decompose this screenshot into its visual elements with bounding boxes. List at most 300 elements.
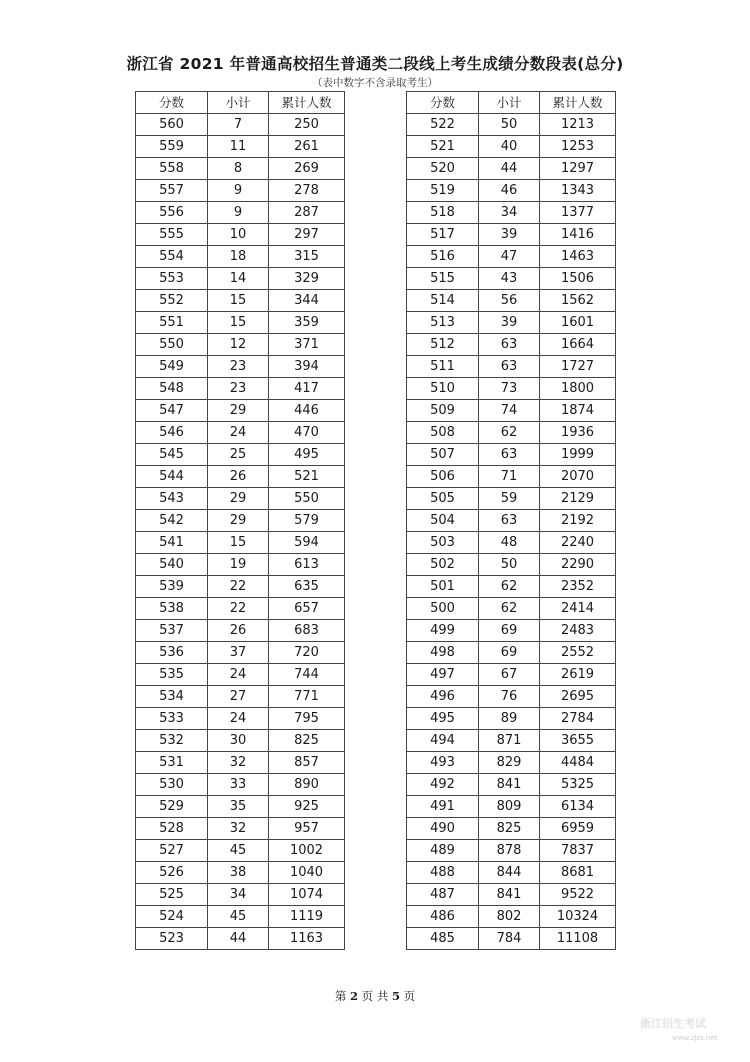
table-row (136, 158, 345, 180)
cell-score: 541 (136, 532, 208, 554)
cell-cumulative: 1074 (269, 884, 345, 906)
cell-score: 489 (407, 840, 479, 862)
cell-subtotal: 33 (208, 774, 269, 796)
cell-cumulative: 417 (269, 378, 345, 400)
cell-subtotal: 69 (479, 620, 540, 642)
cell-score: 507 (407, 444, 479, 466)
table-row (136, 532, 345, 554)
cell-subtotal: 12 (208, 334, 269, 356)
cell-cumulative: 2552 (540, 642, 616, 664)
cell-subtotal: 23 (208, 356, 269, 378)
cell-cumulative: 1343 (540, 180, 616, 202)
table-row (407, 334, 616, 356)
cell-cumulative: 1727 (540, 356, 616, 378)
cell-subtotal: 19 (208, 554, 269, 576)
cell-score: 554 (136, 246, 208, 268)
table-row (407, 862, 616, 884)
table-row (407, 686, 616, 708)
cell-score: 552 (136, 290, 208, 312)
cell-cumulative: 329 (269, 268, 345, 290)
cell-score: 525 (136, 884, 208, 906)
table-row (136, 378, 345, 400)
table-row (136, 620, 345, 642)
cell-score: 500 (407, 598, 479, 620)
cell-subtotal: 14 (208, 268, 269, 290)
cell-subtotal: 45 (208, 906, 269, 928)
table-row (136, 796, 345, 818)
table-row (136, 356, 345, 378)
cell-subtotal: 63 (479, 356, 540, 378)
table-row (407, 224, 616, 246)
cell-score: 555 (136, 224, 208, 246)
table-row (136, 510, 345, 532)
cell-cumulative: 890 (269, 774, 345, 796)
cell-subtotal: 871 (479, 730, 540, 752)
cell-score: 524 (136, 906, 208, 928)
cell-cumulative: 744 (269, 664, 345, 686)
cell-subtotal: 9 (208, 202, 269, 224)
cell-subtotal: 50 (479, 114, 540, 136)
cell-subtotal: 32 (208, 752, 269, 774)
cell-subtotal: 39 (479, 224, 540, 246)
cell-cumulative: 771 (269, 686, 345, 708)
cell-score: 532 (136, 730, 208, 752)
cell-score: 493 (407, 752, 479, 774)
table-row (407, 246, 616, 268)
cell-score: 508 (407, 422, 479, 444)
cell-subtotal: 784 (479, 928, 540, 950)
cell-cumulative: 825 (269, 730, 345, 752)
header-cumulative: 累计人数 (540, 92, 616, 114)
cell-score: 517 (407, 224, 479, 246)
cell-score: 557 (136, 180, 208, 202)
cell-subtotal: 32 (208, 818, 269, 840)
cell-cumulative: 5325 (540, 774, 616, 796)
cell-cumulative: 550 (269, 488, 345, 510)
table-row (136, 268, 345, 290)
cell-cumulative: 2290 (540, 554, 616, 576)
cell-score: 533 (136, 708, 208, 730)
table-row (407, 928, 616, 950)
cell-score: 550 (136, 334, 208, 356)
header-score: 分数 (136, 92, 208, 114)
table-row (407, 840, 616, 862)
table-row (407, 576, 616, 598)
page-subtitle: （表中数字不含录取考生） (312, 77, 438, 89)
cell-subtotal: 844 (479, 862, 540, 884)
cell-cumulative: 657 (269, 598, 345, 620)
cell-cumulative: 446 (269, 400, 345, 422)
cell-score: 504 (407, 510, 479, 532)
table-row (136, 312, 345, 334)
footer-suffix: 页 (403, 989, 416, 1003)
cell-cumulative: 1002 (269, 840, 345, 862)
cell-score: 548 (136, 378, 208, 400)
cell-subtotal: 63 (479, 444, 540, 466)
table-row (407, 752, 616, 774)
cell-subtotal: 63 (479, 510, 540, 532)
cell-cumulative: 359 (269, 312, 345, 334)
cell-cumulative: 1936 (540, 422, 616, 444)
cell-subtotal: 34 (208, 884, 269, 906)
cell-subtotal: 44 (479, 158, 540, 180)
header-cumulative: 累计人数 (269, 92, 345, 114)
table-row (136, 906, 345, 928)
cell-cumulative: 1163 (269, 928, 345, 950)
cell-cumulative: 6959 (540, 818, 616, 840)
table-row (407, 664, 616, 686)
cell-subtotal: 69 (479, 642, 540, 664)
cell-score: 486 (407, 906, 479, 928)
cell-subtotal: 76 (479, 686, 540, 708)
table-row (136, 136, 345, 158)
page-footer (0, 988, 750, 1004)
cell-subtotal: 48 (479, 532, 540, 554)
cell-score: 499 (407, 620, 479, 642)
cell-subtotal: 15 (208, 312, 269, 334)
table-row (136, 290, 345, 312)
cell-score: 523 (136, 928, 208, 950)
cell-cumulative: 269 (269, 158, 345, 180)
cell-cumulative: 683 (269, 620, 345, 642)
cell-cumulative: 1601 (540, 312, 616, 334)
cell-cumulative: 344 (269, 290, 345, 312)
cell-cumulative: 394 (269, 356, 345, 378)
cell-subtotal: 8 (208, 158, 269, 180)
cell-cumulative: 8681 (540, 862, 616, 884)
cell-subtotal: 39 (479, 312, 540, 334)
table-row (407, 290, 616, 312)
cell-subtotal: 62 (479, 422, 540, 444)
cell-score: 549 (136, 356, 208, 378)
cell-subtotal: 29 (208, 510, 269, 532)
table-row (407, 378, 616, 400)
cell-score: 496 (407, 686, 479, 708)
cell-cumulative: 1874 (540, 400, 616, 422)
table-row (407, 422, 616, 444)
header-subtotal: 小计 (479, 92, 540, 114)
cell-subtotal: 40 (479, 136, 540, 158)
score-table-left (135, 91, 345, 950)
cell-score: 511 (407, 356, 479, 378)
cell-subtotal: 50 (479, 554, 540, 576)
cell-cumulative: 4484 (540, 752, 616, 774)
cell-score: 513 (407, 312, 479, 334)
cell-score: 537 (136, 620, 208, 642)
footer-total-pages: 5 (391, 989, 400, 1003)
cell-cumulative: 957 (269, 818, 345, 840)
cell-subtotal: 37 (208, 642, 269, 664)
cell-subtotal: 15 (208, 290, 269, 312)
cell-score: 545 (136, 444, 208, 466)
table-row (136, 818, 345, 840)
cell-score: 553 (136, 268, 208, 290)
table-row (407, 818, 616, 840)
cell-cumulative: 1506 (540, 268, 616, 290)
cell-subtotal: 841 (479, 774, 540, 796)
cell-cumulative: 1253 (540, 136, 616, 158)
table-row (136, 466, 345, 488)
table-row (136, 422, 345, 444)
cell-score: 494 (407, 730, 479, 752)
cell-subtotal: 38 (208, 862, 269, 884)
cell-subtotal: 24 (208, 664, 269, 686)
cell-score: 551 (136, 312, 208, 334)
cell-subtotal: 29 (208, 488, 269, 510)
table-row (407, 620, 616, 642)
cell-cumulative: 613 (269, 554, 345, 576)
cell-subtotal: 15 (208, 532, 269, 554)
cell-score: 559 (136, 136, 208, 158)
table-row (136, 400, 345, 422)
table-row (136, 928, 345, 950)
table-row (407, 708, 616, 730)
table-row (136, 752, 345, 774)
table-row (136, 708, 345, 730)
cell-score: 520 (407, 158, 479, 180)
cell-cumulative: 521 (269, 466, 345, 488)
score-table-right (406, 91, 616, 950)
cell-score: 506 (407, 466, 479, 488)
cell-cumulative: 2695 (540, 686, 616, 708)
cell-score: 495 (407, 708, 479, 730)
cell-subtotal: 841 (479, 884, 540, 906)
cell-score: 527 (136, 840, 208, 862)
cell-subtotal: 44 (208, 928, 269, 950)
table-row (136, 840, 345, 862)
cell-cumulative: 1377 (540, 202, 616, 224)
cell-score: 516 (407, 246, 479, 268)
cell-cumulative: 579 (269, 510, 345, 532)
table-row (407, 400, 616, 422)
cell-score: 531 (136, 752, 208, 774)
cell-cumulative: 857 (269, 752, 345, 774)
table-row (136, 488, 345, 510)
cell-cumulative: 2129 (540, 488, 616, 510)
cell-score: 502 (407, 554, 479, 576)
cell-score: 547 (136, 400, 208, 422)
table-row (136, 774, 345, 796)
table-row (136, 224, 345, 246)
cell-score: 529 (136, 796, 208, 818)
table-row (407, 114, 616, 136)
cell-score: 498 (407, 642, 479, 664)
cell-subtotal: 47 (479, 246, 540, 268)
table-row (136, 444, 345, 466)
cell-cumulative: 261 (269, 136, 345, 158)
cell-subtotal: 24 (208, 422, 269, 444)
cell-subtotal: 22 (208, 576, 269, 598)
cell-cumulative: 297 (269, 224, 345, 246)
cell-cumulative: 2784 (540, 708, 616, 730)
cell-score: 534 (136, 686, 208, 708)
cell-subtotal: 29 (208, 400, 269, 422)
cell-score: 491 (407, 796, 479, 818)
cell-subtotal: 89 (479, 708, 540, 730)
footer-prefix: 第 (334, 989, 347, 1003)
cell-subtotal: 24 (208, 708, 269, 730)
cell-score: 535 (136, 664, 208, 686)
cell-score: 530 (136, 774, 208, 796)
cell-subtotal: 25 (208, 444, 269, 466)
cell-subtotal: 30 (208, 730, 269, 752)
cell-subtotal: 26 (208, 466, 269, 488)
table-row (407, 598, 616, 620)
table-row (136, 180, 345, 202)
cell-cumulative: 287 (269, 202, 345, 224)
table-header-row (407, 92, 616, 114)
table-row (407, 532, 616, 554)
cell-subtotal: 59 (479, 488, 540, 510)
cell-score: 488 (407, 862, 479, 884)
header-subtotal: 小计 (208, 92, 269, 114)
table-row (136, 334, 345, 356)
cell-cumulative: 11108 (540, 928, 616, 950)
cell-subtotal: 7 (208, 114, 269, 136)
cell-subtotal: 34 (479, 202, 540, 224)
cell-score: 512 (407, 334, 479, 356)
cell-score: 497 (407, 664, 479, 686)
cell-score: 521 (407, 136, 479, 158)
table-row (407, 796, 616, 818)
cell-cumulative: 925 (269, 796, 345, 818)
table-header-row (136, 92, 345, 114)
cell-score: 487 (407, 884, 479, 906)
cell-subtotal: 35 (208, 796, 269, 818)
cell-subtotal: 825 (479, 818, 540, 840)
table-row (407, 444, 616, 466)
table-row (407, 268, 616, 290)
cell-score: 522 (407, 114, 479, 136)
cell-subtotal: 67 (479, 664, 540, 686)
cell-score: 528 (136, 818, 208, 840)
cell-cumulative: 495 (269, 444, 345, 466)
cell-score: 544 (136, 466, 208, 488)
cell-cumulative: 2352 (540, 576, 616, 598)
cell-cumulative: 470 (269, 422, 345, 444)
table-row (136, 686, 345, 708)
watermark-logo: 浙江招生考试 (640, 1017, 706, 1030)
footer-middle: 页 共 (361, 989, 389, 1003)
table-row (136, 576, 345, 598)
table-row (136, 114, 345, 136)
cell-subtotal: 18 (208, 246, 269, 268)
cell-score: 509 (407, 400, 479, 422)
cell-subtotal: 11 (208, 136, 269, 158)
cell-score: 503 (407, 532, 479, 554)
cell-cumulative: 278 (269, 180, 345, 202)
cell-subtotal: 809 (479, 796, 540, 818)
cell-score: 492 (407, 774, 479, 796)
cell-subtotal: 23 (208, 378, 269, 400)
cell-score: 490 (407, 818, 479, 840)
table-row (136, 862, 345, 884)
cell-subtotal: 829 (479, 752, 540, 774)
table-row (136, 598, 345, 620)
page-title: 浙江省 2021 年普通高校招生普通类二段线上考生成绩分数段表(总分) (126, 55, 624, 73)
table-row (407, 554, 616, 576)
table-row (407, 158, 616, 180)
cell-subtotal: 10 (208, 224, 269, 246)
cell-score: 501 (407, 576, 479, 598)
cell-score: 510 (407, 378, 479, 400)
cell-score: 536 (136, 642, 208, 664)
cell-cumulative: 6134 (540, 796, 616, 818)
cell-cumulative: 250 (269, 114, 345, 136)
cell-cumulative: 1463 (540, 246, 616, 268)
cell-subtotal: 9 (208, 180, 269, 202)
cell-score: 543 (136, 488, 208, 510)
cell-score: 556 (136, 202, 208, 224)
cell-cumulative: 9522 (540, 884, 616, 906)
cell-cumulative: 3655 (540, 730, 616, 752)
table-row (136, 202, 345, 224)
table-row (407, 510, 616, 532)
cell-score: 540 (136, 554, 208, 576)
cell-subtotal: 802 (479, 906, 540, 928)
footer-page-number: 2 (350, 989, 359, 1003)
cell-subtotal: 27 (208, 686, 269, 708)
cell-score: 526 (136, 862, 208, 884)
table-row (407, 488, 616, 510)
cell-cumulative: 2240 (540, 532, 616, 554)
cell-score: 519 (407, 180, 479, 202)
cell-subtotal: 56 (479, 290, 540, 312)
cell-subtotal: 46 (479, 180, 540, 202)
table-row (136, 554, 345, 576)
cell-score: 505 (407, 488, 479, 510)
cell-score: 539 (136, 576, 208, 598)
header-score: 分数 (407, 92, 479, 114)
cell-cumulative: 1416 (540, 224, 616, 246)
table-row (407, 774, 616, 796)
cell-subtotal: 71 (479, 466, 540, 488)
cell-cumulative: 1297 (540, 158, 616, 180)
cell-cumulative: 1040 (269, 862, 345, 884)
cell-cumulative: 1562 (540, 290, 616, 312)
cell-score: 542 (136, 510, 208, 532)
cell-subtotal: 22 (208, 598, 269, 620)
cell-cumulative: 2414 (540, 598, 616, 620)
table-row (407, 884, 616, 906)
cell-subtotal: 43 (479, 268, 540, 290)
cell-subtotal: 26 (208, 620, 269, 642)
table-row (407, 356, 616, 378)
cell-cumulative: 2619 (540, 664, 616, 686)
cell-cumulative: 720 (269, 642, 345, 664)
cell-cumulative: 635 (269, 576, 345, 598)
cell-cumulative: 10324 (540, 906, 616, 928)
cell-cumulative: 1213 (540, 114, 616, 136)
table-row (407, 136, 616, 158)
cell-score: 485 (407, 928, 479, 950)
cell-score: 514 (407, 290, 479, 312)
cell-cumulative: 1664 (540, 334, 616, 356)
cell-subtotal: 62 (479, 598, 540, 620)
cell-cumulative: 1999 (540, 444, 616, 466)
table-row (136, 730, 345, 752)
cell-score: 518 (407, 202, 479, 224)
cell-cumulative: 1800 (540, 378, 616, 400)
cell-cumulative: 7837 (540, 840, 616, 862)
watermark-url: www.zjzs.net (672, 1034, 718, 1042)
table-row (407, 906, 616, 928)
cell-subtotal: 73 (479, 378, 540, 400)
cell-subtotal: 74 (479, 400, 540, 422)
table-row (407, 730, 616, 752)
cell-cumulative: 1119 (269, 906, 345, 928)
table-row (407, 180, 616, 202)
